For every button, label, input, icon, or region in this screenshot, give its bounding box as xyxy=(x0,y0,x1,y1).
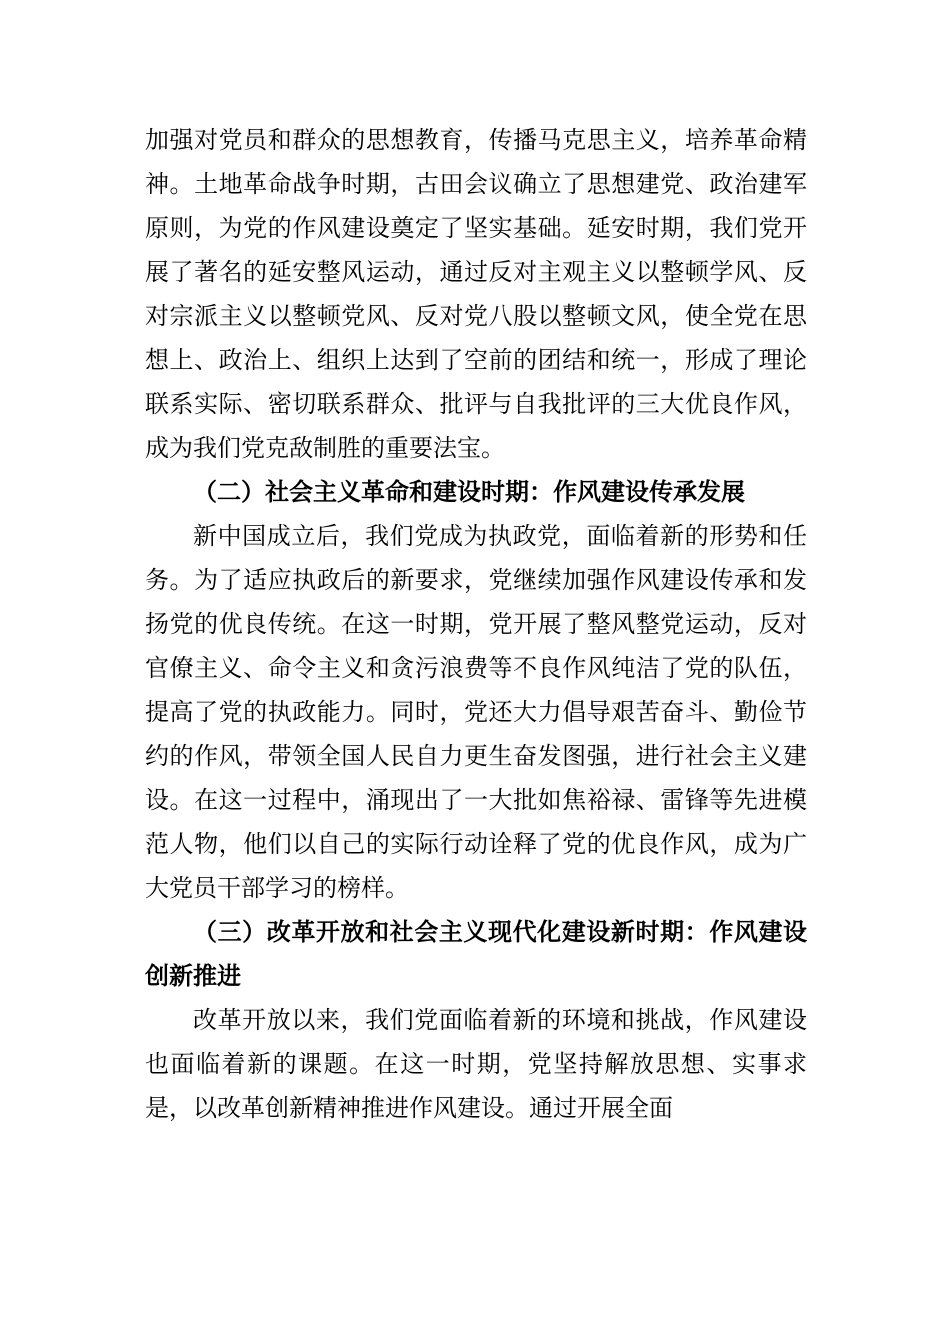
paragraph-2: 新中国成立后，我们党成为执政党，面临着新的形势和任务。为了适应执政后的新要求，党继续加强作风建设传承和发扬党的优良传统。在这一时期，党开展了整风整党运动，反对官僚主义、命令主义和贪污浪费等不良作风纯洁了党的队伍，提高了党的执政能力。同时，党还大力倡导艰苦奋斗、勤俭节约的作风，带领全国人民自力更生奋发图强，进行社会主义建设。在这一过程中，涌现出了一大批如焦裕禄、雷锋等先进模范人物，他们以自己的实际行动诠释了党的优良作风，成为广大党员干部学习的榜样。 xyxy=(145,522,807,902)
document-page xyxy=(145,118,807,1130)
section-heading-2: （二）社会主义革命和建设时期：作风建设传承发展 xyxy=(193,478,745,506)
section-heading-3: （三）改革开放和社会主义现代化建设新时期：作风建设创新推进 xyxy=(145,918,807,990)
paragraph-3: 改革开放以来，我们党面临着新的环境和挑战，作风建设也面临着新的课题。在这一时期，党坚持解放思想、实事求是，以改革创新精神推进作风建设。通过开展全面 xyxy=(145,1006,807,1122)
paragraph-1: 加强对党员和群众的思想教育，传播马克思主义，培养革命精神。土地革命战争时期，古田会议确立了思想建党、政治建军原则，为党的作风建设奠定了坚实基础。延安时期，我们党开展了著名的延安整风运动，通过反对主观主义以整顿学风、反对宗派主义以整顿党风、反对党八股以整顿文风，使全党在思想上、政治上、组织上达到了空前的团结和统一，形成了理论联系实际、密切联系群众、批评与自我批评的三大优良作风，成为我们党克敌制胜的重要法宝。 xyxy=(145,126,807,462)
